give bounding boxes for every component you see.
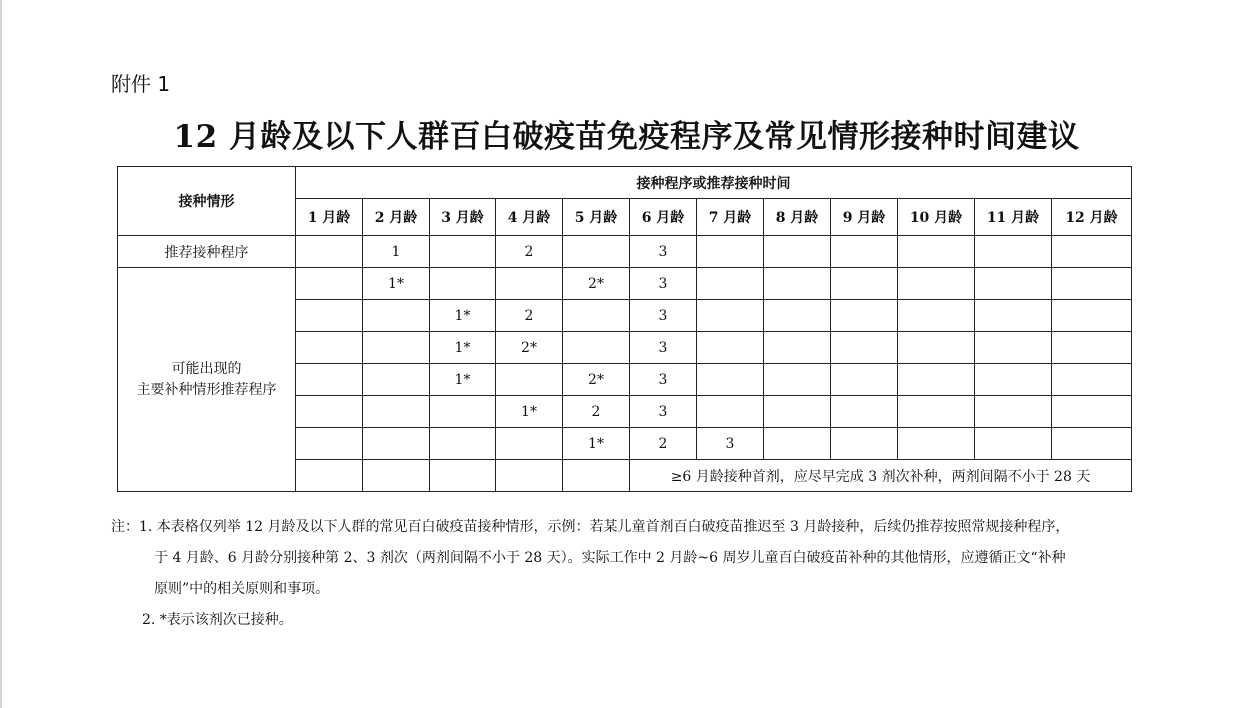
catchup-cell: 3 <box>697 428 764 460</box>
catchup-cell <box>1052 428 1132 460</box>
catchup-cell <box>430 396 496 428</box>
recommended-cell: 2 <box>496 236 563 268</box>
notes <box>111 512 1141 636</box>
catchup-cell <box>697 332 764 364</box>
catchup-cell <box>898 364 975 396</box>
catchup-cell <box>1052 268 1132 300</box>
catchup-cell <box>764 364 831 396</box>
catchup-cell <box>363 396 430 428</box>
note-1-line-3: 原则”中的相关原则和事项。 <box>154 581 330 597</box>
catchup-cell <box>430 460 496 492</box>
catchup-cell: 1* <box>363 268 430 300</box>
catchup-label <box>118 268 296 492</box>
document-title: 12 月龄及以下人群百白破疫苗免疫程序及常见情形接种时间建议 <box>173 119 1080 155</box>
catchup-cell <box>764 428 831 460</box>
month-header: 6 月龄 <box>630 199 697 236</box>
catchup-cell <box>296 364 363 396</box>
catchup-row <box>118 268 1132 300</box>
month-header: 4 月龄 <box>496 199 563 236</box>
catchup-cell <box>831 428 898 460</box>
catchup-cell: 1* <box>496 396 563 428</box>
recommended-cell <box>296 236 363 268</box>
catchup-cell <box>296 428 363 460</box>
catchup-cell: 3 <box>630 300 697 332</box>
catchup-cell <box>296 300 363 332</box>
catchup-cell <box>697 396 764 428</box>
catchup-cell <box>296 268 363 300</box>
catchup-cell <box>296 460 363 492</box>
catchup-cell <box>363 460 430 492</box>
catchup-cell <box>975 428 1052 460</box>
catchup-cell: 2* <box>563 364 630 396</box>
catchup-cell: 1* <box>430 300 496 332</box>
catchup-cell <box>764 396 831 428</box>
month-header: 1 月龄 <box>296 199 363 236</box>
late-start-note: ≥6 月龄接种首剂，应尽早完成 3 剂次补种，两剂间隔不小于 28 天 <box>630 460 1132 492</box>
catchup-cell <box>430 428 496 460</box>
recommended-cell <box>975 236 1052 268</box>
recommended-label: 推荐接种程序 <box>118 236 296 268</box>
note-1-line-1: 注：1. 本表格仅列举 12 月龄及以下人群的常见百白破疫苗接种情形，示例：若某儿童首剂百白破疫苗推迟至 3 月龄接种，后续仍推荐按照常规接种程序， <box>111 519 1070 535</box>
catchup-cell <box>496 460 563 492</box>
catchup-cell <box>898 300 975 332</box>
catchup-cell <box>563 332 630 364</box>
catchup-cell: 2* <box>496 332 563 364</box>
catchup-cell: 1* <box>430 364 496 396</box>
catchup-cell: 2 <box>496 300 563 332</box>
catchup-cell <box>296 332 363 364</box>
catchup-cell: 3 <box>630 268 697 300</box>
catchup-cell <box>764 268 831 300</box>
catchup-cell: 3 <box>630 396 697 428</box>
recommended-cell <box>764 236 831 268</box>
catchup-cell <box>1052 332 1132 364</box>
recommended-cell <box>697 236 764 268</box>
catchup-cell <box>831 268 898 300</box>
catchup-cell <box>363 300 430 332</box>
note-1-line-2: 于 4 月龄、6 月龄分别接种第 2、3 剂次（两剂间隔不小于 28 天）。实际工作中 2 月龄~6 周岁儿童百白破疫苗补种的其他情形，应遵循正文“补种 <box>154 550 1066 566</box>
catchup-cell <box>296 396 363 428</box>
month-header: 7 月龄 <box>697 199 764 236</box>
catchup-cell <box>1052 364 1132 396</box>
month-header: 12 月龄 <box>1052 199 1132 236</box>
month-header: 10 月龄 <box>898 199 975 236</box>
situation-header: 接种情形 <box>118 167 296 236</box>
page-left-edge <box>0 0 2 708</box>
catchup-cell <box>496 364 563 396</box>
catchup-cell <box>975 364 1052 396</box>
catchup-cell <box>563 460 630 492</box>
recommended-cell: 3 <box>630 236 697 268</box>
catchup-cell <box>831 364 898 396</box>
recommended-cell <box>1052 236 1132 268</box>
catchup-cell <box>1052 300 1132 332</box>
catchup-cell: 2 <box>563 396 630 428</box>
recommended-cell: 1 <box>363 236 430 268</box>
catchup-cell <box>764 332 831 364</box>
recommended-row <box>118 236 1132 268</box>
schedule-header: 接种程序或推荐接种时间 <box>296 167 1132 199</box>
catchup-cell <box>975 332 1052 364</box>
catchup-cell: 1* <box>563 428 630 460</box>
month-header: 3 月龄 <box>430 199 496 236</box>
catchup-cell <box>831 396 898 428</box>
recommended-cell <box>898 236 975 268</box>
month-header: 9 月龄 <box>831 199 898 236</box>
catchup-cell: 2* <box>563 268 630 300</box>
catchup-cell: 3 <box>630 364 697 396</box>
recommended-cell <box>563 236 630 268</box>
note-2: 2. *表示该剂次已接种。 <box>142 612 293 628</box>
month-header: 2 月龄 <box>363 199 430 236</box>
catchup-cell <box>1052 396 1132 428</box>
catchup-cell: 1* <box>430 332 496 364</box>
catchup-cell <box>975 396 1052 428</box>
attachment-label: 附件 1 <box>111 72 171 96</box>
catchup-cell <box>764 300 831 332</box>
catchup-cell <box>898 396 975 428</box>
catchup-cell <box>563 300 630 332</box>
catchup-cell <box>363 332 430 364</box>
catchup-cell <box>898 428 975 460</box>
catchup-cell <box>697 300 764 332</box>
catchup-label-line-1: 可能出现的 <box>171 360 242 377</box>
catchup-cell <box>496 268 563 300</box>
catchup-cell <box>496 428 563 460</box>
month-header: 8 月龄 <box>764 199 831 236</box>
schedule-table <box>117 166 1132 492</box>
catchup-cell: 3 <box>630 332 697 364</box>
month-header: 11 月龄 <box>975 199 1052 236</box>
catchup-label-line-2: 主要补种情形推荐程序 <box>136 381 277 398</box>
catchup-cell <box>831 300 898 332</box>
catchup-cell: 2 <box>630 428 697 460</box>
catchup-cell <box>430 268 496 300</box>
catchup-cell <box>697 364 764 396</box>
catchup-cell <box>363 364 430 396</box>
catchup-cell <box>975 300 1052 332</box>
catchup-cell <box>975 268 1052 300</box>
catchup-cell <box>898 268 975 300</box>
catchup-cell <box>831 332 898 364</box>
catchup-cell <box>898 332 975 364</box>
catchup-cell <box>697 268 764 300</box>
month-header: 5 月龄 <box>563 199 630 236</box>
recommended-cell <box>831 236 898 268</box>
catchup-cell <box>363 428 430 460</box>
recommended-cell <box>430 236 496 268</box>
